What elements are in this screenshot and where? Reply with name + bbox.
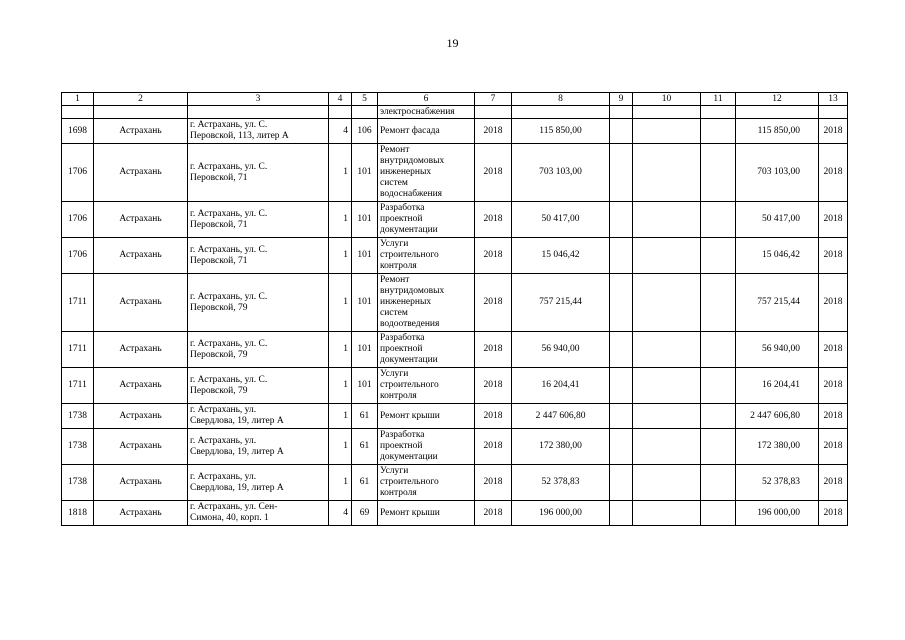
plan-year-cell: 2018 (819, 238, 848, 274)
row-number-cell: 1738 (62, 404, 94, 429)
cell-text-line: г. Астрахань, ул. С. (190, 120, 268, 130)
col10-cell (633, 119, 701, 144)
cell-text-line: контроля (380, 261, 417, 271)
col11-cell (701, 465, 736, 501)
cell-text-line: внутридомовых (380, 156, 445, 166)
year-cell: 2018 (475, 429, 512, 465)
work-type-cell (378, 119, 475, 144)
municipality-cell: Астрахань (94, 368, 188, 404)
amount-cell: 115 850,00 (512, 119, 610, 144)
column-number-2: 2 (94, 93, 188, 106)
col4-cell: 1 (329, 332, 352, 368)
column-number-8: 8 (512, 93, 610, 106)
amount-cell: 172 380,00 (512, 429, 610, 465)
total-cell: 2 447 606,80 (736, 404, 819, 429)
column-number-10: 10 (633, 93, 701, 106)
col9-cell (610, 404, 633, 429)
plan-year-cell: 2018 (819, 429, 848, 465)
cell-text-line: г. Астрахань, ул. С. (190, 161, 268, 172)
continuation-cell: электроснабжения (378, 106, 475, 119)
address-cell (188, 368, 329, 404)
row-number-cell: 1738 (62, 465, 94, 501)
cell-text-line: строительного (380, 380, 439, 390)
col10-cell (633, 465, 701, 501)
table-row (62, 404, 848, 429)
column-number-4: 4 (329, 93, 352, 106)
address-cell (188, 332, 329, 368)
work-type-cell (378, 465, 475, 501)
cell-text-line: проектной (380, 214, 423, 224)
cell-text-line: г. Астрахань, ул. С. (190, 338, 268, 349)
year-cell: 2018 (475, 202, 512, 238)
cell-text-line: Перовской, 79 (190, 349, 248, 360)
cell-text-line: Перовской, 71 (190, 219, 248, 230)
col10-cell (633, 144, 701, 202)
column-number-9: 9 (610, 93, 633, 106)
col4-cell: 1 (329, 368, 352, 404)
col11-cell (701, 119, 736, 144)
cell-text-line: инженерных (380, 297, 432, 307)
column-number-13: 13 (819, 93, 848, 106)
cell-text-line: строительного (380, 477, 439, 487)
cell-text-line: Свердлова, 19, литер А (190, 416, 284, 426)
column-number-12: 12 (736, 93, 819, 106)
col5-cell: 101 (352, 202, 378, 238)
amount-cell: 50 417,00 (512, 202, 610, 238)
col10-cell (633, 429, 701, 465)
plan-year-cell: 2018 (819, 119, 848, 144)
column-number-1: 1 (62, 93, 94, 106)
col5-cell: 106 (352, 119, 378, 144)
col4-cell: 1 (329, 202, 352, 238)
plan-year-cell: 2018 (819, 501, 848, 526)
cell-text-line: Услуги (380, 369, 409, 379)
cell-text-line: Перовской, 71 (190, 255, 248, 266)
table-row (62, 429, 848, 465)
year-cell: 2018 (475, 368, 512, 404)
col5-cell: 101 (352, 144, 378, 202)
work-type-cell (378, 501, 475, 526)
cell-text-line: Услуги (380, 239, 409, 249)
col9-cell (610, 332, 633, 368)
address-cell (188, 429, 329, 465)
row-number-cell: 1698 (62, 119, 94, 144)
year-cell: 2018 (475, 501, 512, 526)
total-cell: 757 215,44 (736, 274, 819, 332)
col5-cell: 101 (352, 274, 378, 332)
total-cell: 703 103,00 (736, 144, 819, 202)
municipality-cell: Астрахань (94, 501, 188, 526)
table-row (62, 202, 848, 238)
address-cell (188, 238, 329, 274)
municipality-cell: Астрахань (94, 274, 188, 332)
col10-cell (633, 332, 701, 368)
year-cell: 2018 (475, 144, 512, 202)
cell-text-line: систем (380, 308, 408, 318)
year-cell: 2018 (475, 332, 512, 368)
municipality-cell: Астрахань (94, 202, 188, 238)
cell-text-line: г. Астрахань, ул. С. (190, 291, 268, 302)
repair-registry-table (61, 92, 848, 526)
column-number-11: 11 (701, 93, 736, 106)
cell-text-line: г. Астрахань, ул. (190, 405, 257, 415)
page-number: 19 (446, 36, 459, 50)
row-number-cell: 1818 (62, 501, 94, 526)
col4-cell: 1 (329, 404, 352, 429)
amount-cell: 2 447 606,80 (512, 404, 610, 429)
cell-text-line: г. Астрахань, ул. С. (190, 374, 268, 385)
cell-text-line: документации (380, 355, 438, 365)
col9-cell (610, 501, 633, 526)
col4-cell: 1 (329, 144, 352, 202)
amount-cell: 757 215,44 (512, 274, 610, 332)
row-number-cell: 1711 (62, 332, 94, 368)
municipality-cell: Астрахань (94, 429, 188, 465)
col11-cell (701, 501, 736, 526)
col10-cell (633, 368, 701, 404)
row-number-cell: 1706 (62, 238, 94, 274)
work-type-cell (378, 368, 475, 404)
col5-cell: 61 (352, 465, 378, 501)
cell-text-line: г. Астрахань, ул. (190, 471, 257, 482)
col10-cell (633, 404, 701, 429)
plan-year-cell: 2018 (819, 144, 848, 202)
plan-year-cell: 2018 (819, 274, 848, 332)
municipality-cell: Астрахань (94, 404, 188, 429)
year-cell: 2018 (475, 465, 512, 501)
year-cell: 2018 (475, 238, 512, 274)
plan-year-cell: 2018 (819, 202, 848, 238)
col9-cell (610, 144, 633, 202)
column-number-row (62, 93, 848, 106)
col4-cell: 1 (329, 274, 352, 332)
cell-text-line: проектной (380, 441, 423, 451)
address-cell (188, 501, 329, 526)
cell-text-line: водоотведения (380, 319, 440, 329)
col4-cell: 1 (329, 465, 352, 501)
cell-text-line: Свердлова, 19, литер А (190, 446, 284, 457)
year-cell: 2018 (475, 274, 512, 332)
total-cell: 52 378,83 (736, 465, 819, 501)
cell-text-line: Перовской, 71 (190, 172, 248, 183)
table-row (62, 501, 848, 526)
cell-text-line: Разработка (380, 430, 425, 440)
col11-cell (701, 332, 736, 368)
address-cell (188, 404, 329, 429)
cell-text-line: Разработка (380, 203, 425, 213)
table-row (62, 274, 848, 332)
amount-cell: 15 046,42 (512, 238, 610, 274)
total-cell: 196 000,00 (736, 501, 819, 526)
cell-text-line: г. Астрахань, ул. (190, 435, 257, 446)
cell-text-line: г. Астрахань, ул. С. (190, 244, 268, 255)
col11-cell (701, 202, 736, 238)
total-cell: 50 417,00 (736, 202, 819, 238)
col11-cell (701, 404, 736, 429)
cell-text-line: г. Астрахань, ул. С. (190, 208, 268, 219)
amount-cell: 196 000,00 (512, 501, 610, 526)
column-number-5: 5 (352, 93, 378, 106)
address-cell (188, 202, 329, 238)
col5-cell: 61 (352, 429, 378, 465)
cell-text-line: Ремонт (380, 275, 410, 285)
municipality-cell: Астрахань (94, 119, 188, 144)
col11-cell (701, 274, 736, 332)
col9-cell (610, 274, 633, 332)
municipality-cell: Астрахань (94, 238, 188, 274)
cell-text-line: Ремонт (380, 145, 410, 155)
cell-text-line: Ремонт фасада (380, 125, 440, 136)
col10-cell (633, 202, 701, 238)
col4-cell: 4 (329, 501, 352, 526)
col5-cell: 101 (352, 238, 378, 274)
table-row (62, 144, 848, 202)
col5-cell: 101 (352, 368, 378, 404)
table-body (62, 93, 848, 526)
col9-cell (610, 465, 633, 501)
cell-text-line: инженерных (380, 167, 432, 177)
cell-text-line: строительного (380, 250, 439, 260)
cell-text-line: Разработка (380, 333, 425, 343)
row-number-cell: 1711 (62, 368, 94, 404)
col11-cell (701, 144, 736, 202)
col11-cell (701, 238, 736, 274)
work-type-cell (378, 238, 475, 274)
col10-cell (633, 501, 701, 526)
table-row (62, 119, 848, 144)
table-row (62, 238, 848, 274)
table-row (62, 465, 848, 501)
cell-text-line: Перовской, 79 (190, 385, 248, 396)
table-row (62, 332, 848, 368)
cell-text-line: Свердлова, 19, литер А (190, 482, 284, 493)
work-type-cell (378, 332, 475, 368)
col9-cell (610, 119, 633, 144)
cell-text-line: проектной (380, 344, 423, 354)
column-number-6: 6 (378, 93, 475, 106)
address-cell (188, 119, 329, 144)
col9-cell (610, 429, 633, 465)
total-cell: 16 204,41 (736, 368, 819, 404)
col9-cell (610, 202, 633, 238)
address-cell (188, 144, 329, 202)
col5-cell: 69 (352, 501, 378, 526)
work-type-cell (378, 144, 475, 202)
continuation-row (62, 106, 848, 119)
col9-cell (610, 238, 633, 274)
col10-cell (633, 238, 701, 274)
col11-cell (701, 429, 736, 465)
cell-text-line: Перовской, 113, литер А (190, 131, 289, 141)
amount-cell: 16 204,41 (512, 368, 610, 404)
col10-cell (633, 274, 701, 332)
column-number-7: 7 (475, 93, 512, 106)
year-cell: 2018 (475, 119, 512, 144)
municipality-cell: Астрахань (94, 332, 188, 368)
cell-text-line: контроля (380, 391, 417, 401)
address-cell (188, 465, 329, 501)
municipality-cell: Астрахань (94, 465, 188, 501)
row-number-cell: 1711 (62, 274, 94, 332)
cell-text-line: водоснабжения (380, 189, 443, 199)
cell-text-line: документации (380, 225, 438, 235)
row-number-cell: 1706 (62, 144, 94, 202)
cell-text-line: контроля (380, 488, 417, 498)
row-number-cell: 1738 (62, 429, 94, 465)
plan-year-cell: 2018 (819, 465, 848, 501)
col11-cell (701, 368, 736, 404)
cell-text-line: Ремонт крыши (380, 410, 440, 421)
total-cell: 172 380,00 (736, 429, 819, 465)
column-number-3: 3 (188, 93, 329, 106)
cell-text-line: систем (380, 178, 408, 188)
row-number-cell: 1706 (62, 202, 94, 238)
table-row (62, 368, 848, 404)
col5-cell: 61 (352, 404, 378, 429)
work-type-cell (378, 202, 475, 238)
col5-cell: 101 (352, 332, 378, 368)
col4-cell: 1 (329, 429, 352, 465)
work-type-cell (378, 404, 475, 429)
amount-cell: 52 378,83 (512, 465, 610, 501)
cell-text-line: г. Астрахань, ул. Сен- (190, 502, 278, 512)
cell-text-line: Ремонт крыши (380, 507, 440, 518)
cell-text-line: Услуги (380, 466, 409, 476)
year-cell: 2018 (475, 404, 512, 429)
cell-text-line: документации (380, 452, 438, 462)
work-type-cell (378, 429, 475, 465)
plan-year-cell: 2018 (819, 404, 848, 429)
total-cell: 115 850,00 (736, 119, 819, 144)
plan-year-cell: 2018 (819, 368, 848, 404)
work-type-cell (378, 274, 475, 332)
total-cell: 15 046,42 (736, 238, 819, 274)
col9-cell (610, 368, 633, 404)
address-cell (188, 274, 329, 332)
cell-text-line: Перовской, 79 (190, 302, 248, 313)
col4-cell: 1 (329, 238, 352, 274)
amount-cell: 56 940,00 (512, 332, 610, 368)
amount-cell: 703 103,00 (512, 144, 610, 202)
municipality-cell: Астрахань (94, 144, 188, 202)
total-cell: 56 940,00 (736, 332, 819, 368)
col4-cell: 4 (329, 119, 352, 144)
plan-year-cell: 2018 (819, 332, 848, 368)
cell-text-line: Симона, 40, корп. 1 (190, 513, 269, 523)
cell-text-line: внутридомовых (380, 286, 445, 296)
